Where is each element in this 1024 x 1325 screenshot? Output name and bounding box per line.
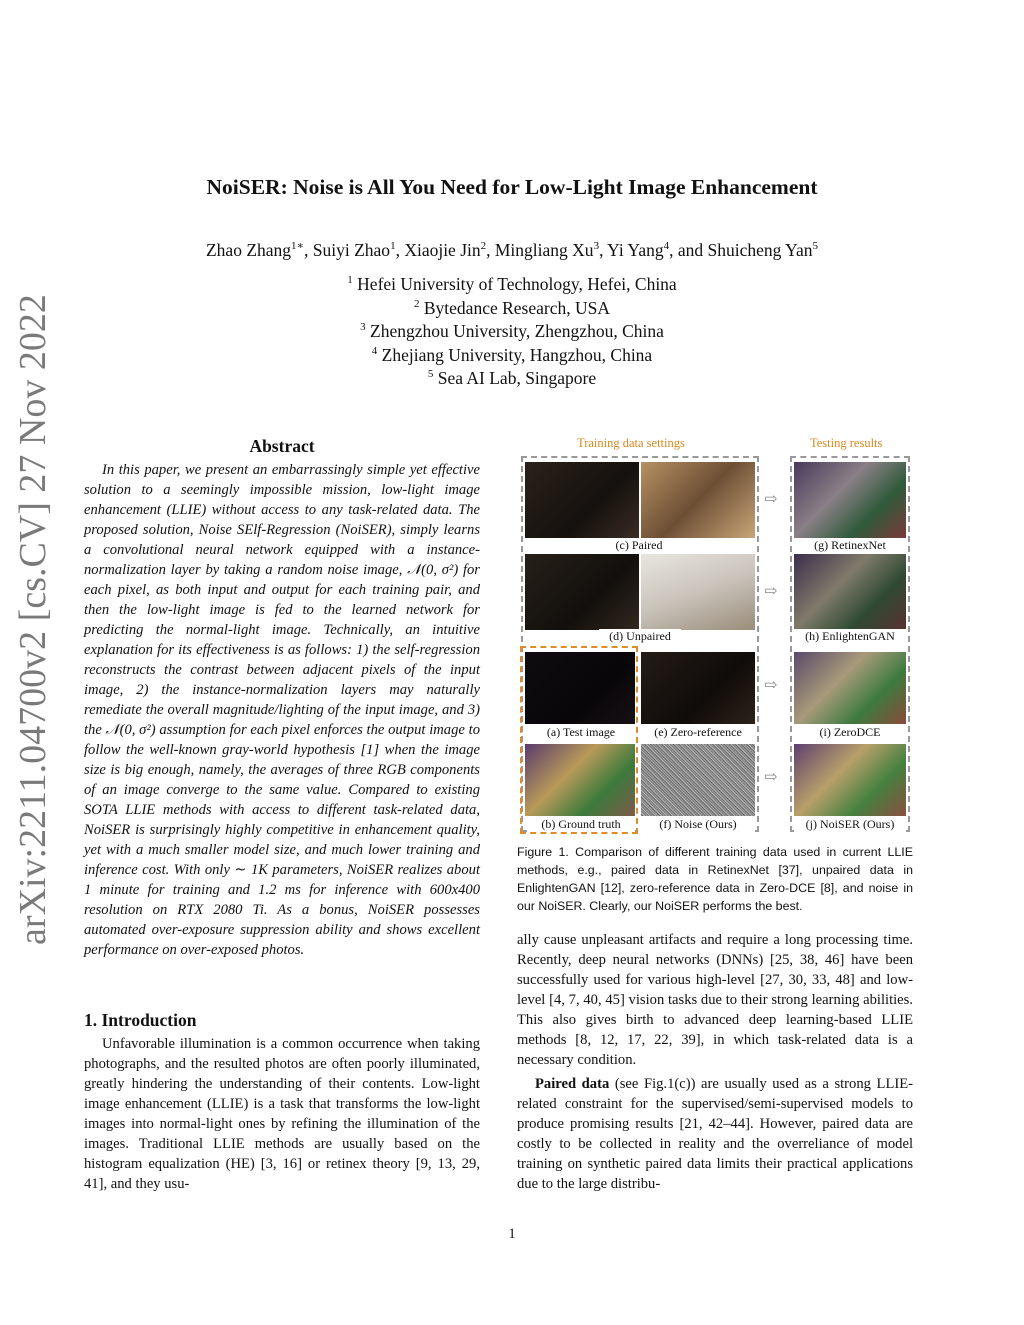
label-noiser: (j) NoiSER (Ours): [794, 817, 906, 832]
abstract-heading: Abstract: [249, 436, 315, 456]
author-name: Zhao Zhang: [205, 240, 292, 260]
author-name: Xiaojie Jin: [404, 240, 481, 260]
paper-title: NoiSER: Noise is All You Need for Low-Light Image Enhancement: [206, 175, 818, 199]
noise-image: [641, 744, 755, 816]
zero-reference-image: [641, 652, 755, 724]
enlightengan-result-image: [794, 554, 906, 630]
paired-data-term: Paired data: [535, 1076, 610, 1092]
label-ground-truth: (b) Ground truth: [527, 817, 635, 832]
author-name: Shuicheng Yan: [707, 240, 813, 260]
ground-truth-image: [525, 744, 635, 816]
introduction-heading: 1. Introduction: [84, 1010, 197, 1030]
paired-low-image: [525, 462, 639, 538]
label-paired: (c) Paired: [609, 538, 669, 553]
affiliation-line: $^1$ Hefei University of Technology, Hefei, China: [347, 274, 677, 294]
abstract-text: In this paper, we present an embarrassingly simple yet effective solution to a seemingly impossible mission, low-light image enhancement (LLIE) without access to any task-related data. The proposed solution, Noise SElf-Regression (NoiSER), simply learns a convolutional neural network equipped with a instance-normalization layer by taking a random noise image, 𝒩(0, σ²) for each pixel, as both input and output for each training pair, and then the low-light image is fed to the learned network for predicting the normal-light image. Technically, an intuitive explanation for its effectiveness is as follows: 1) the self-regression reconstructs the contrast between adjacent pixels of the input image, 2) the instance-normalization layers may naturally remediate the overall magnitude/lighting of the input image, and 3) the 𝒩(0, σ²) assumption for each pixel enforces the output image to follow the well-known gray-world hypothesis [1] when the image size is big enough, namely, the averages of three RGB components of an image converge to the same value. Compared to existing SOTA LLIE methods with access to different task-related data, NoiSER is surprisingly highly competitive in enhancement quality, yet with a much smaller model size, and much lower training and inference cost. With only ∼ 1K parameters, NoiSER realizes about 1 minute for training and 1.2 ms for inference with 600x400 resolution on RTX 2080 Ti. As a bonus, NoiSER possesses automated over-exposure suppression ability and shows excellent performance on over-exposed photos.: [84, 462, 480, 958]
figure-1: [517, 436, 913, 836]
unpaired-normal-image: [641, 554, 755, 630]
label-retinexnet: (g) RetinexNet: [794, 538, 906, 553]
author-affiliation-mark: 3: [593, 240, 600, 253]
unpaired-low-image: [525, 554, 639, 630]
label-enlightengan: (h) EnlightenGAN: [794, 629, 906, 644]
paired-normal-image: [641, 462, 755, 538]
arrow-right-icon: ⇨: [764, 491, 778, 508]
affiliation-line: $^5$ Sea AI Lab, Singapore: [427, 368, 597, 388]
author-affiliation-mark: 4: [663, 240, 670, 253]
affiliation-line: $^3$ Zhengzhou University, Zhengzhou, China: [360, 321, 664, 341]
label-noise: (f) Noise (Ours): [641, 817, 755, 832]
author-affiliation-mark: 5: [812, 240, 819, 253]
affiliation-line: $^2$ Bytedance Research, USA: [414, 297, 610, 318]
zerodce-result-image: [794, 652, 906, 724]
arrow-right-icon: ⇨: [764, 677, 778, 694]
author-name: Suiyi Zhao: [312, 240, 391, 260]
affiliations: [0, 273, 1024, 391]
author-affiliation-mark: 2: [480, 240, 487, 253]
arrow-right-icon: ⇨: [764, 583, 778, 600]
author-affiliation-mark: 1: [390, 240, 396, 253]
noiser-result-image: [794, 744, 906, 816]
label-zerodce: (i) ZeroDCE: [794, 725, 906, 740]
introduction-para-1: Unfavorable illumination is a common occurrence when taking photographs, and the resulted photos are often poorly illuminated, greatly hindering the understanding of their contents. Low-light image enhancement (LLIE) is a task that transforms the low-light images into normal-light ones by refining the illumination of the images. Traditional LLIE methods are usually based on the histogram equalization (HE) [3, 16] or retinex theory [9, 13, 29, 41], and they usu-: [84, 1036, 480, 1192]
label-unpaired: (d) Unpaired: [599, 629, 681, 644]
author-list: Zhao Zhang$^{1∗}$, Suiyi Zhao$^1$, Xiaojie Jin$^2$, Mingliang Xu$^3$, Yi Yang$^4$, and Shuicheng Yan$^5$: [205, 240, 819, 260]
author-name: Mingliang Xu: [494, 240, 594, 260]
arxiv-identifier[interactable]: arXiv:2211.04700v2 [cs.CV] 27 Nov 2022: [12, 294, 54, 945]
retinexnet-result-image: [794, 462, 906, 538]
figure-header-testing: Testing results: [810, 436, 883, 450]
introduction-para-2: [517, 1074, 913, 1194]
arrow-right-icon: ⇨: [764, 769, 778, 786]
label-zero-reference: (e) Zero-reference: [641, 725, 755, 740]
introduction-para-2-body: (see Fig.1(c)) are usually used as a strong LLIE-related constraint for the supervised/semi-supervised models to produce promising results [21, 42–44]. However, paired data are costly to be collected in reality and the overreliance of model training on synthetic paired data limits their practical applications due to the large distribu-: [517, 1076, 914, 1192]
label-test-image: (a) Test image: [527, 725, 635, 740]
page-number: 1: [508, 1226, 516, 1242]
figure-header-training: Training data settings: [577, 436, 685, 450]
author-affiliation-mark: 1∗: [291, 240, 305, 253]
test-image: [525, 652, 635, 724]
affiliation-line: $^4$ Zhejiang University, Hangzhou, China: [371, 344, 653, 365]
figure-1-caption: Figure 1. Comparison of different training data used in current LLIE methods, e.g., paired data in RetinexNet [37], unpaired data in EnlightenGAN [12], zero-reference data in Zero-DCE [8], and noise in our NoiSER. Clearly, our NoiSER performs the best.: [517, 845, 913, 913]
author-name: Yi Yang: [607, 240, 664, 260]
introduction-para-1-continued: ally cause unpleasant artifacts and require a long processing time. Recently, deep neural networks (DNNs) [25, 38, 46] have been successfully used for various high-level [27, 30, 33, 48] and low-level [4, 7, 40, 45] vision tasks due to their strong learning abilities. This also gives birth to advanced deep learning-based LLIE methods [8, 12, 17, 22, 39], in which task-related data is a necessary condition.: [517, 932, 913, 1068]
